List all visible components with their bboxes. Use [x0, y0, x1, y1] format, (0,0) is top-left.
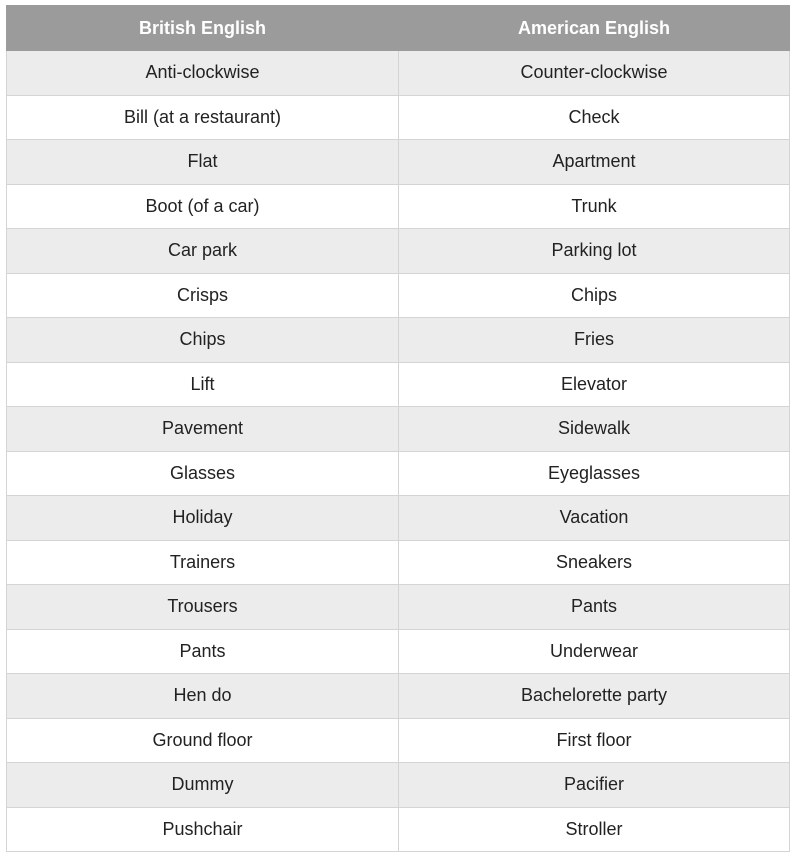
british-term-cell: Trainers [7, 540, 399, 585]
british-term-cell: Lift [7, 362, 399, 407]
vocabulary-table-container [6, 5, 789, 852]
american-term-cell: Underwear [399, 629, 790, 674]
british-term-cell: Anti-clockwise [7, 51, 399, 96]
american-term-cell: Elevator [399, 362, 790, 407]
american-term-cell: Check [399, 95, 790, 140]
header-row [7, 6, 790, 51]
american-term-cell: Pants [399, 585, 790, 630]
table-row [7, 229, 790, 274]
table-row [7, 585, 790, 630]
header-american-english: American English [399, 6, 790, 51]
table-row [7, 318, 790, 363]
table-row [7, 807, 790, 852]
british-term-cell: Car park [7, 229, 399, 274]
british-term-cell: Glasses [7, 451, 399, 496]
american-term-cell: Sneakers [399, 540, 790, 585]
table-row [7, 407, 790, 452]
british-term-cell: Hen do [7, 674, 399, 719]
table-row [7, 51, 790, 96]
british-term-cell: Dummy [7, 763, 399, 808]
american-term-cell: Pacifier [399, 763, 790, 808]
american-term-cell: Fries [399, 318, 790, 363]
american-term-cell: Sidewalk [399, 407, 790, 452]
american-term-cell: Eyeglasses [399, 451, 790, 496]
table-row [7, 629, 790, 674]
table-row [7, 496, 790, 541]
table-row [7, 140, 790, 185]
table-row [7, 763, 790, 808]
american-term-cell: Vacation [399, 496, 790, 541]
british-term-cell: Bill (at a restaurant) [7, 95, 399, 140]
british-term-cell: Trousers [7, 585, 399, 630]
table-row [7, 184, 790, 229]
table-row [7, 451, 790, 496]
british-term-cell: Pavement [7, 407, 399, 452]
american-term-cell: Bachelorette party [399, 674, 790, 719]
table-row [7, 674, 790, 719]
header-british-english: British English [7, 6, 399, 51]
british-term-cell: Flat [7, 140, 399, 185]
table-body [7, 51, 790, 852]
british-term-cell: Pushchair [7, 807, 399, 852]
table-header [7, 6, 790, 51]
british-term-cell: Ground floor [7, 718, 399, 763]
table-row [7, 273, 790, 318]
american-term-cell: Trunk [399, 184, 790, 229]
table-row [7, 95, 790, 140]
american-term-cell: Counter-clockwise [399, 51, 790, 96]
british-term-cell: Crisps [7, 273, 399, 318]
american-term-cell: Stroller [399, 807, 790, 852]
table-row [7, 362, 790, 407]
table-row [7, 540, 790, 585]
british-american-english-table [6, 5, 790, 852]
british-term-cell: Holiday [7, 496, 399, 541]
american-term-cell: First floor [399, 718, 790, 763]
british-term-cell: Pants [7, 629, 399, 674]
british-term-cell: Boot (of a car) [7, 184, 399, 229]
american-term-cell: Apartment [399, 140, 790, 185]
american-term-cell: Chips [399, 273, 790, 318]
british-term-cell: Chips [7, 318, 399, 363]
american-term-cell: Parking lot [399, 229, 790, 274]
table-row [7, 718, 790, 763]
